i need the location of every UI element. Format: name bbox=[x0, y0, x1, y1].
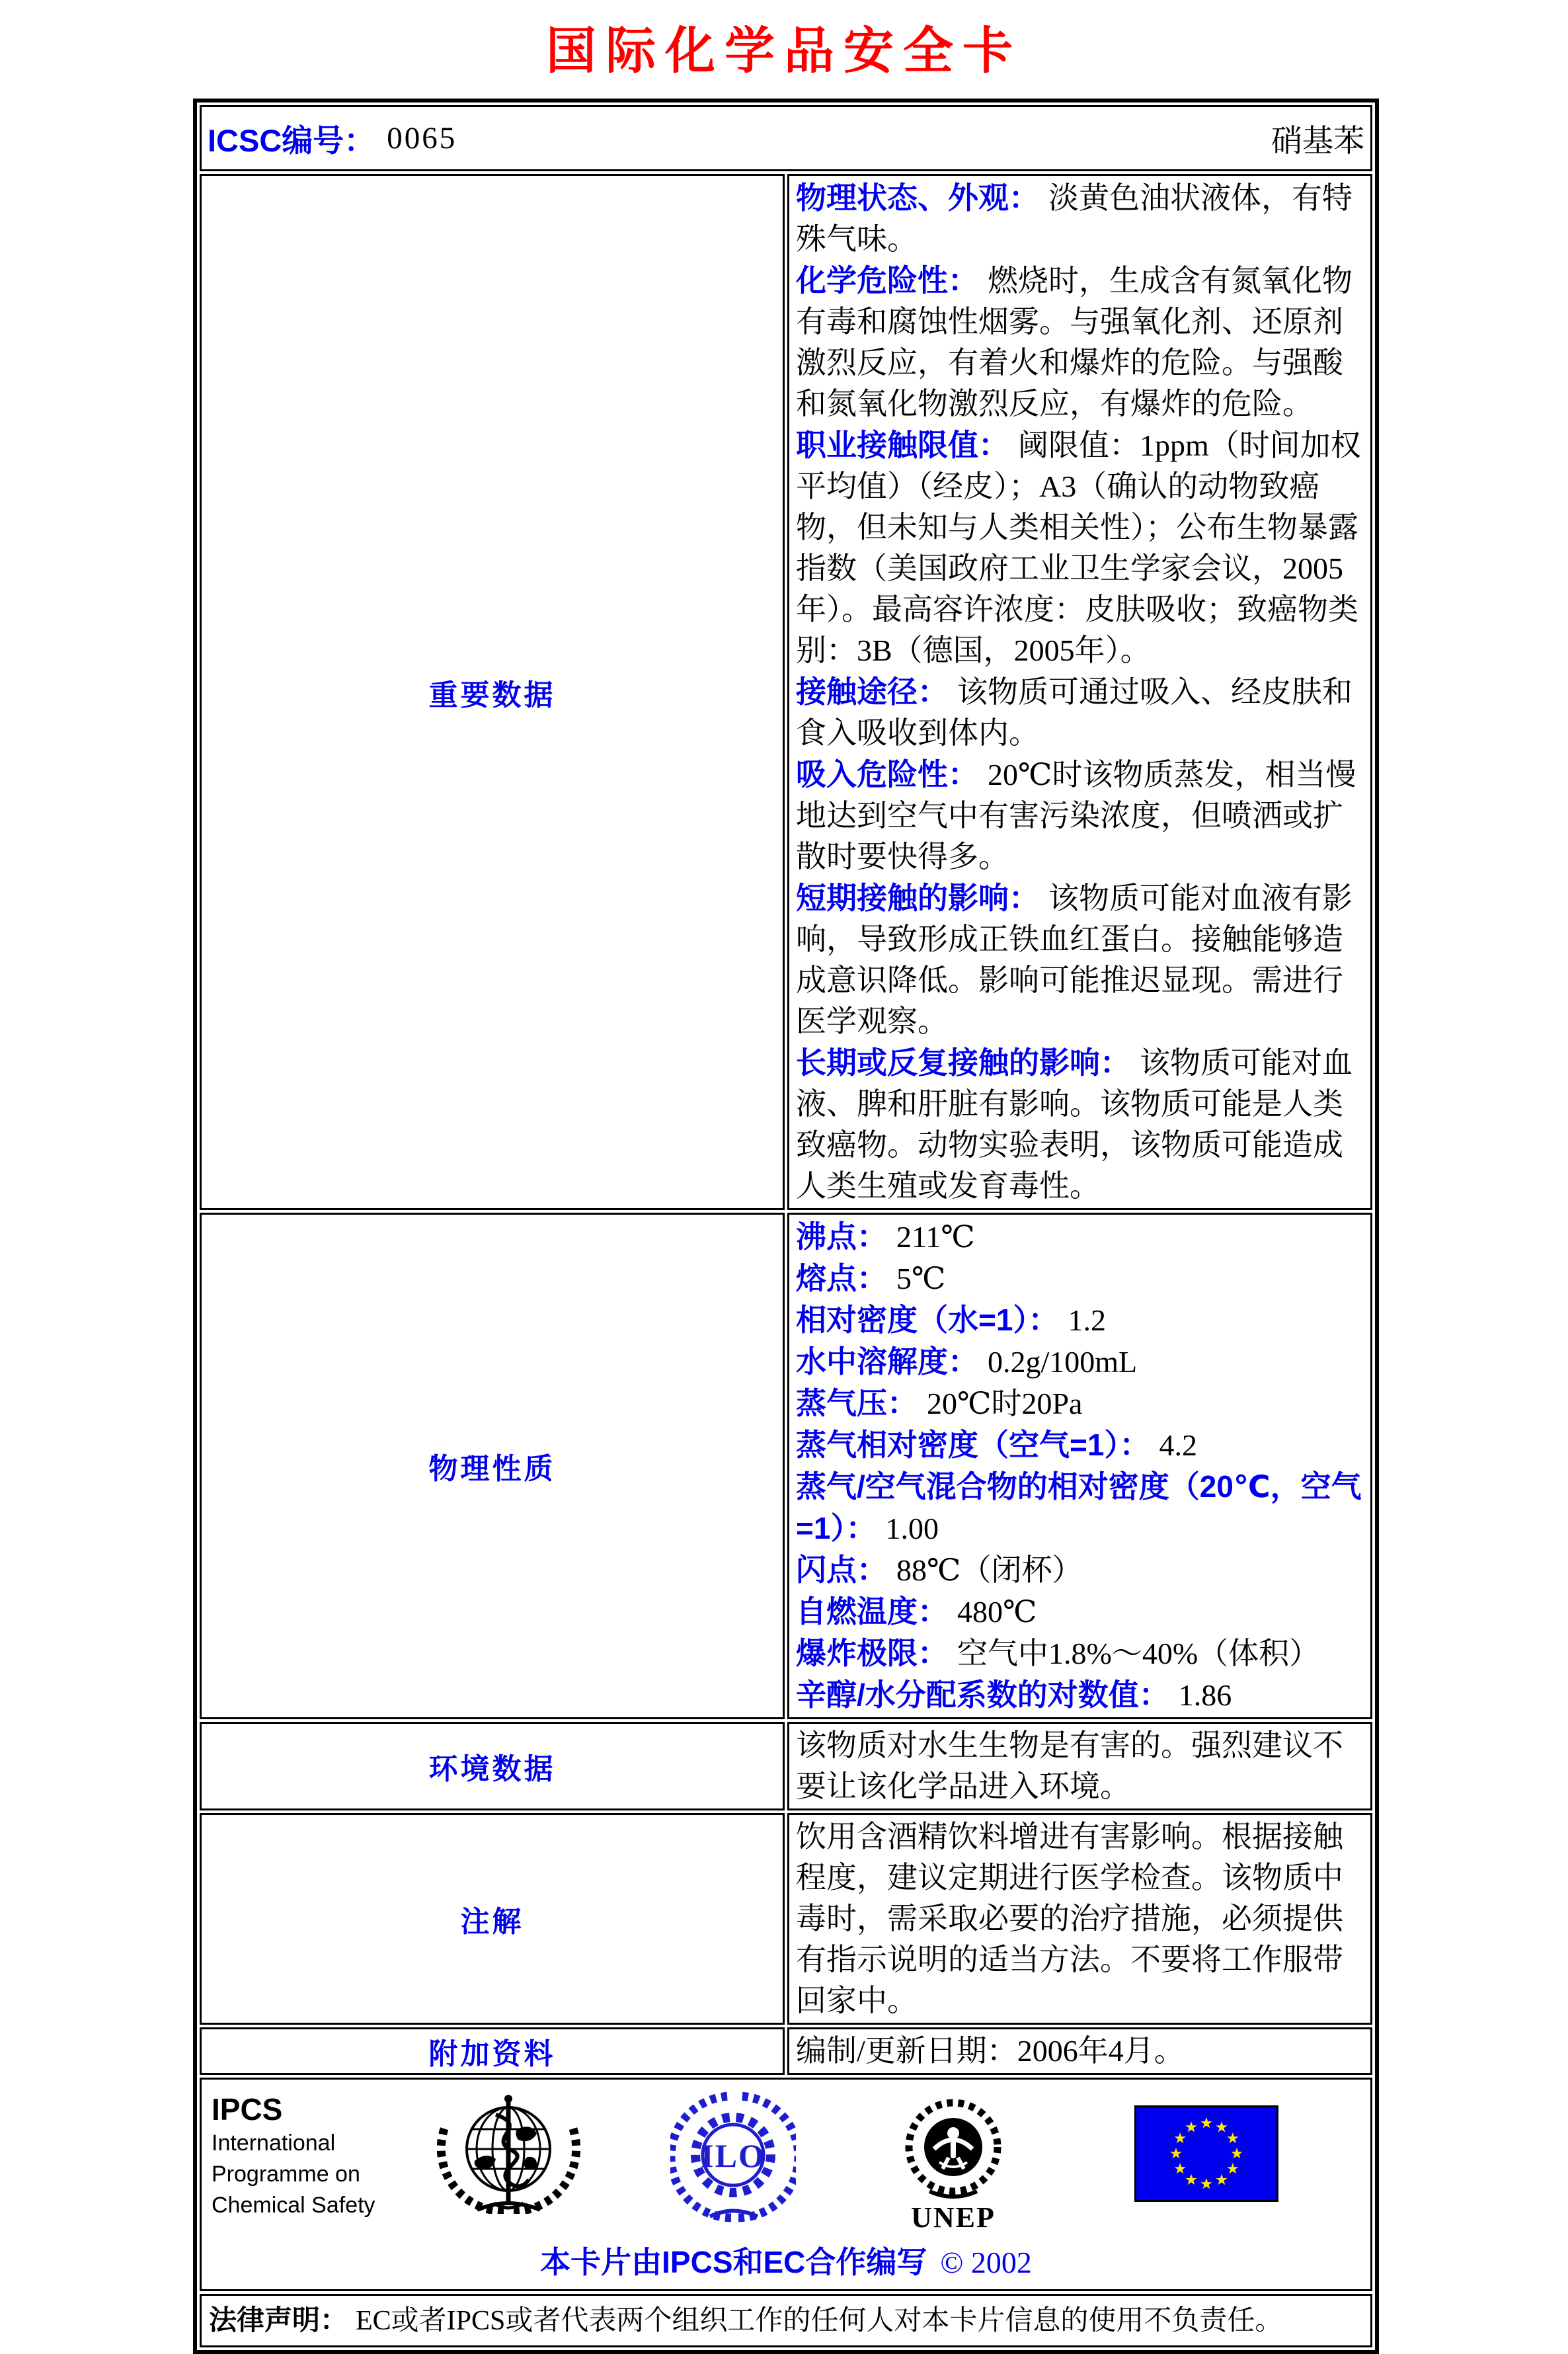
data-item: 化学危险性： 燃烧时，生成含有氮氧化物有毒和腐蚀性烟雾。与强氧化剂、还原剂激烈反应，有着火和爆炸的危险。与强酸和氮氧化物激烈反应，有爆炸的危险。 bbox=[796, 263, 1352, 421]
page-title: 国际化学品安全卡 bbox=[546, 21, 1022, 80]
additional-info-label: 附加资料 bbox=[200, 2027, 785, 2075]
property-item: 爆炸极限： 空气中1.8%～40%（体积） bbox=[796, 1636, 1320, 1670]
unep-logo-text: UNEP bbox=[911, 2201, 996, 2234]
ipcs-acronym: IPCS bbox=[212, 2092, 283, 2127]
important-data-label: 重要数据 bbox=[200, 174, 785, 1210]
row-important-data bbox=[200, 174, 1372, 1210]
property-item: 辛醇/水分配系数的对数值： 1.86 bbox=[796, 1678, 1232, 1712]
icsc-card-table bbox=[193, 99, 1379, 2354]
icsc-number-label: ICSC编号： bbox=[208, 122, 375, 158]
environmental-data-text: 该物质对水生生物是有害的。强烈建议不要让该化学品进入环境。 bbox=[796, 1728, 1343, 1803]
row-notes bbox=[200, 1813, 1372, 2025]
ilo-logo-icon bbox=[670, 2091, 796, 2226]
row-logos bbox=[200, 2078, 1372, 2291]
ilo-logo-text: ILO bbox=[701, 2137, 765, 2174]
row-legal bbox=[200, 2294, 1372, 2347]
credit-text: 本卡片由IPCS和EC合作编写 bbox=[540, 2245, 927, 2279]
property-item: 熔点： 5℃ bbox=[796, 1261, 946, 1295]
notes-label: 注解 bbox=[200, 1813, 785, 2025]
card-header bbox=[202, 108, 1370, 169]
additional-info-text: 编制/更新日期：2006年4月。 bbox=[796, 2034, 1185, 2068]
data-item: 接触途径： 该物质可通过吸入、经皮肤和食入吸收到体内。 bbox=[796, 674, 1352, 750]
legal-label: 法律声明： bbox=[209, 2304, 348, 2335]
property-item: 蒸气压： 20℃时20Pa bbox=[796, 1386, 1083, 1420]
copyright-text: © 2002 bbox=[940, 2246, 1032, 2279]
eu-flag-icon bbox=[1134, 2105, 1278, 2205]
row-physical-properties bbox=[200, 1213, 1372, 1719]
legal-statement bbox=[202, 2296, 1370, 2345]
data-item: 吸入危险性： 20℃时该物质蒸发，相当慢地达到空气中有害污染浓度，但喷洒或扩散时要快得多。 bbox=[796, 757, 1356, 873]
chemical-name: 硝基苯 bbox=[1271, 124, 1364, 159]
property-item: 蒸气相对密度（空气=1）： 4.2 bbox=[796, 1428, 1197, 1462]
property-item: 闪点： 88℃（闭杯） bbox=[796, 1553, 1083, 1587]
notes-text: 饮用含酒精饮料增进有害影响。根据接触程度，建议定期进行医学检查。该物质中毒时，需采取必要的治疗措施，必须提供有指示说明的适当方法。不要将工作服带回家中。 bbox=[796, 1820, 1343, 2017]
header-row bbox=[200, 105, 1372, 171]
credit-line bbox=[212, 2238, 1360, 2282]
row-environmental-data bbox=[200, 1722, 1372, 1810]
unep-logo-icon bbox=[902, 2091, 1005, 2237]
environmental-data-label: 环境数据 bbox=[200, 1722, 785, 1810]
data-item: 短期接触的影响： 该物质可能对血液有影响，导致形成正铁血红蛋白。接触能够造成意识降低。影响可能推迟显现。需进行医学观察。 bbox=[796, 881, 1352, 1038]
property-item: 相对密度（水=1）： 1.2 bbox=[796, 1303, 1106, 1337]
ipcs-text-block: IPCS International Programme on Chemical Safety bbox=[212, 2091, 389, 2221]
who-logo-icon bbox=[431, 2092, 584, 2217]
property-item: 水中溶解度： 0.2g/100mL bbox=[796, 1344, 1138, 1379]
property-item: 蒸气/空气混合物的相对密度（20℃，空气=1）： 1.00 bbox=[796, 1469, 1362, 1545]
icsc-number-value: 0065 bbox=[387, 121, 457, 155]
data-item: 长期或反复接触的影响： 该物质可能对血液、脾和肝脏有影响。该物质可能是人类致癌物。动物实验表明，该物质可能造成人类生殖或发育毒性。 bbox=[796, 1045, 1352, 1203]
data-item: 物理状态、外观： 淡黄色油状液体，有特殊气味。 bbox=[796, 181, 1352, 256]
physical-properties-label: 物理性质 bbox=[200, 1213, 785, 1719]
property-item: 自燃温度： 480℃ bbox=[796, 1594, 1037, 1629]
row-additional-info bbox=[200, 2027, 1372, 2075]
legal-text: EC或者IPCS或者代表两个组织工作的任何人对本卡片信息的使用不负责任。 bbox=[356, 2306, 1283, 2336]
property-item: 沸点： 211℃ bbox=[796, 1219, 975, 1254]
data-item: 职业接触限值： 阈限值：1ppm（时间加权平均值）（经皮）；A3（确认的动物致癌物，但未知与人类相关性）；公布生物暴露指数（美国政府工业卫生学家会议，2005年）。最高容许浓度：皮肤吸收；致癌物类别：3B（德国，2005年）。 bbox=[796, 428, 1361, 667]
